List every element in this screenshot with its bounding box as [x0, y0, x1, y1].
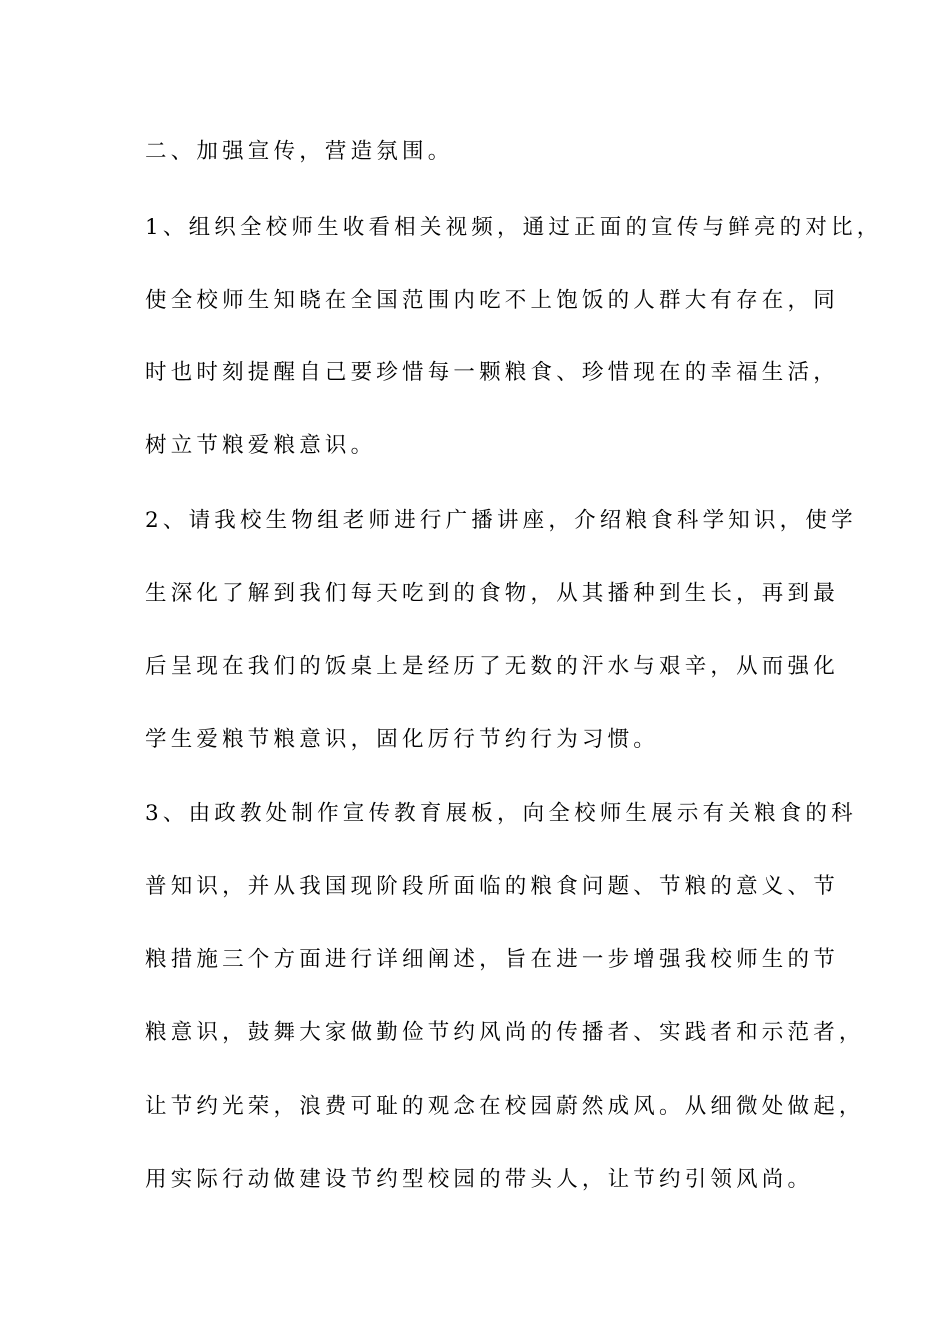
paragraph-2-line-3: 后呈现在我们的饭桌上是经历了无数的汗水与艰辛，从而强化: [145, 654, 839, 679]
paragraph-2-line-1: 2、请我校生物组老师进行广播讲座，介绍粮食科学知识，使学: [145, 508, 857, 533]
paragraph-3-line-6: 用实际行动做建设节约型校园的带头人，让节约引领风尚。: [145, 1167, 814, 1192]
paragraph-3-line-2: 普知识，并从我国现阶段所面临的粮食问题、节粮的意义、节: [145, 874, 839, 899]
paragraph-1-line-3: 时也时刻提醒自己要珍惜每一颗粮食、珍惜现在的幸福生活，: [145, 360, 839, 385]
section-heading: 二、加强宣传，营造氛围。: [145, 139, 454, 164]
paragraph-2-line-4: 学生爱粮节粮意识，固化厉行节约行为习惯。: [145, 727, 660, 752]
paragraph-1-line-2: 使全校师生知晓在全国范围内吃不上饱饭的人群大有存在，同: [145, 288, 839, 313]
paragraph-3-line-1: 3、由政教处制作宣传教育展板，向全校师生展示有关粮食的科: [145, 801, 857, 826]
paragraph-1-line-1: 1、组织全校师生收看相关视频，通过正面的宣传与鲜亮的对比，: [145, 215, 883, 240]
paragraph-1-line-4: 树立节粮爱粮意识。: [145, 433, 377, 458]
paragraph-3-line-4: 粮意识，鼓舞大家做勤俭节约风尚的传播者、实践者和示范者，: [145, 1020, 865, 1045]
paragraph-3-line-3: 粮措施三个方面进行详细阐述，旨在进一步增强我校师生的节: [145, 947, 839, 972]
paragraph-2-line-2: 生深化了解到我们每天吃到的食物，从其播种到生长，再到最: [145, 581, 839, 606]
paragraph-3-line-5: 让节约光荣，浪费可耻的观念在校园蔚然成风。从细微处做起，: [145, 1094, 865, 1119]
